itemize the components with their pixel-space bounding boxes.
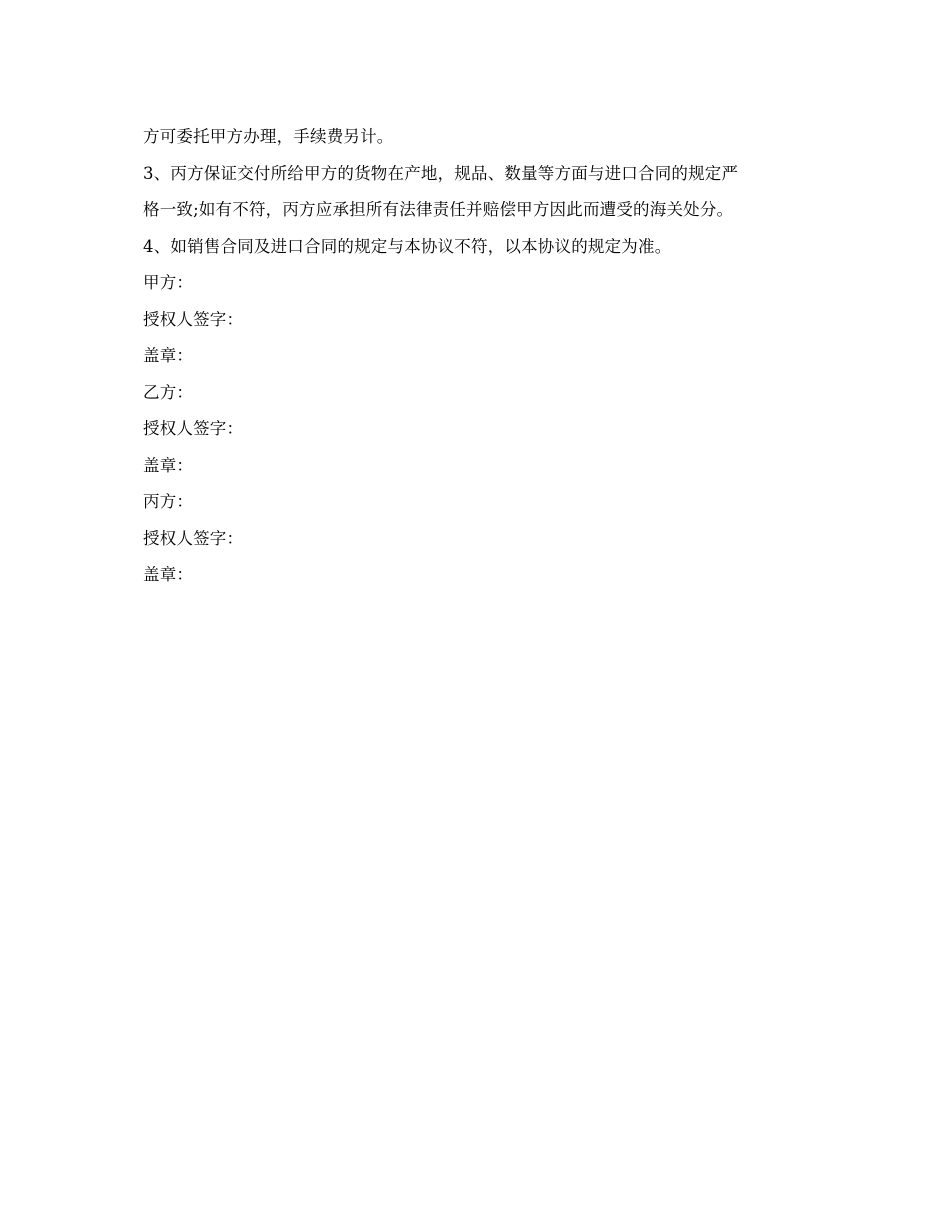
document-body bbox=[143, 119, 823, 594]
party-b-label: 乙方： bbox=[143, 382, 194, 402]
party-c-signature-label: 授权人签字： bbox=[143, 528, 244, 548]
paragraph-continuation: 方可委托甲方办理，手续费另计。 bbox=[143, 127, 394, 146]
clause-3-line-2: 格一致;如有不符，丙方应承担所有法律责任并赔偿甲方因此而遭受的海关处分。 bbox=[143, 200, 734, 219]
party-a-signature-label: 授权人签字： bbox=[143, 309, 244, 329]
clause-3-line-1: 3、丙方保证交付所给甲方的货物在产地，规品、数量等方面与进口合同的规定严 bbox=[143, 163, 739, 183]
party-c-label: 丙方： bbox=[143, 492, 194, 511]
party-a-label: 甲方： bbox=[143, 273, 194, 292]
party-c-seal-label: 盖章： bbox=[143, 565, 194, 584]
party-b-seal-label: 盖章： bbox=[143, 455, 194, 475]
signature-block-party-b bbox=[143, 375, 823, 485]
party-a-seal-label: 盖章： bbox=[143, 346, 194, 365]
signature-block-party-a bbox=[143, 265, 823, 375]
clause-4: 4、如销售合同及进口合同的规定与本协议不符，以本协议的规定为准。 bbox=[143, 236, 672, 256]
party-b-signature-label: 授权人签字： bbox=[143, 419, 244, 438]
signature-block-party-c bbox=[143, 484, 823, 594]
